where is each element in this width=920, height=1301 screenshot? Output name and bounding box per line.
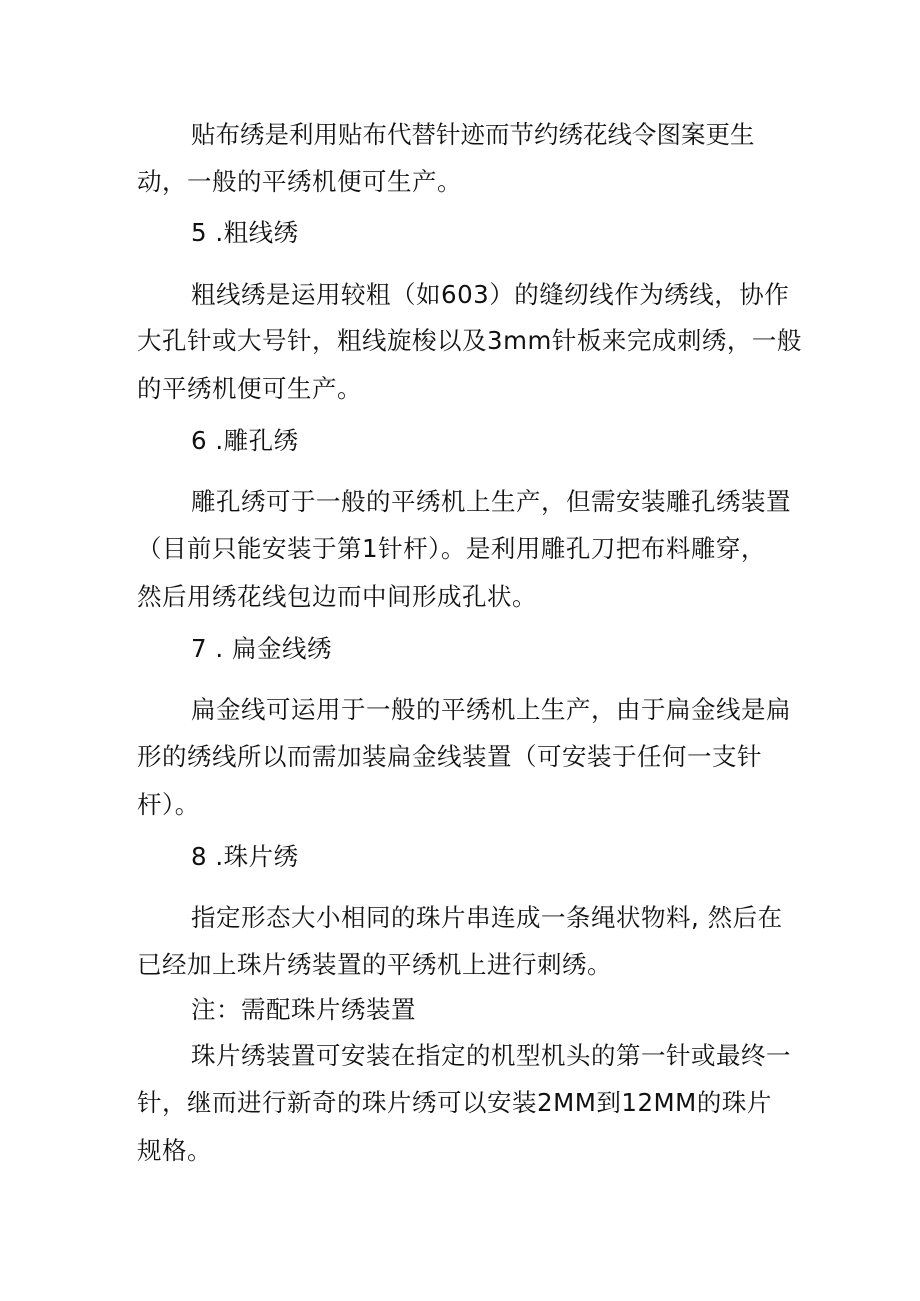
paragraph-text: 扁金线可运用于一般的平绣机上生产，由于扁金线是扁 — [191, 695, 791, 724]
paragraph-line — [191, 120, 761, 150]
paragraph-line — [137, 1088, 772, 1118]
paragraph-line — [137, 374, 362, 404]
paragraph-line — [191, 487, 791, 517]
paragraph-line — [137, 326, 802, 356]
heading-text: 5 .粗线绣 — [191, 218, 299, 247]
section-heading — [191, 218, 299, 248]
paragraph-line — [137, 582, 537, 612]
paragraph-line — [137, 167, 462, 197]
paragraph-line — [137, 742, 762, 772]
paragraph-line — [137, 790, 200, 820]
paragraph-text: 针，继而进行新奇的珠片绣可以安装2MM到12MM的珠片 — [137, 1088, 772, 1117]
heading-text: 8 .珠片绣 — [191, 842, 299, 871]
paragraph-line — [191, 280, 789, 310]
note-text: 注：需配珠片绣装置 — [191, 995, 416, 1024]
section-heading — [191, 426, 299, 456]
paragraph-text: 的平绣机便可生产。 — [137, 374, 362, 403]
section-heading — [191, 634, 332, 664]
paragraph-line — [137, 1136, 212, 1166]
paragraph-text: 贴布绣是利用贴布代替针迹而节约绣花线令图案更生 — [191, 120, 755, 149]
paragraph-line — [137, 534, 766, 564]
paragraph-text: 已经加上珠片绣装置的平绣机上进行刺绣。 — [137, 950, 612, 979]
paragraph-text: 指定形态大小相同的珠片串连成一条绳状物料, 然后在 — [191, 903, 783, 932]
paragraph-text: （目前只能安装于第1针杆）。是利用雕孔刀把布料雕穿， — [137, 534, 766, 563]
paragraph-line — [191, 695, 791, 725]
paragraph-text: 然后用绣花线包边而中间形成孔状。 — [137, 582, 537, 611]
paragraph-line — [137, 950, 612, 980]
paragraph-line — [191, 1041, 791, 1071]
note-line — [191, 995, 416, 1025]
heading-text: 7 . 扁金线绣 — [191, 634, 332, 663]
paragraph-text: 大孔针或大号针，粗线旋梭以及3mm针板来完成刺绣，一般 — [137, 326, 802, 355]
paragraph-text: 粗线绣是运用较粗（如603）的缝纫线作为绣线，协作 — [191, 280, 790, 309]
paragraph-text: 规格。 — [137, 1136, 212, 1165]
paragraph-text: 动，一般的平绣机便可生产。 — [137, 167, 462, 196]
paragraph-line — [191, 903, 783, 933]
paragraph-text: 杆）。 — [137, 790, 200, 819]
paragraph-text: 珠片绣装置可安装在指定的机型机头的第一针或最终一 — [191, 1041, 791, 1070]
paragraph-text: 雕孔绣可于一般的平绣机上生产，但需安装雕孔绣装置 — [191, 487, 791, 516]
heading-text: 6 .雕孔绣 — [191, 426, 299, 455]
paragraph-text: 形的绣线所以而需加装扁金线装置（可安装于任何一支针 — [137, 742, 762, 771]
section-heading — [191, 842, 299, 872]
